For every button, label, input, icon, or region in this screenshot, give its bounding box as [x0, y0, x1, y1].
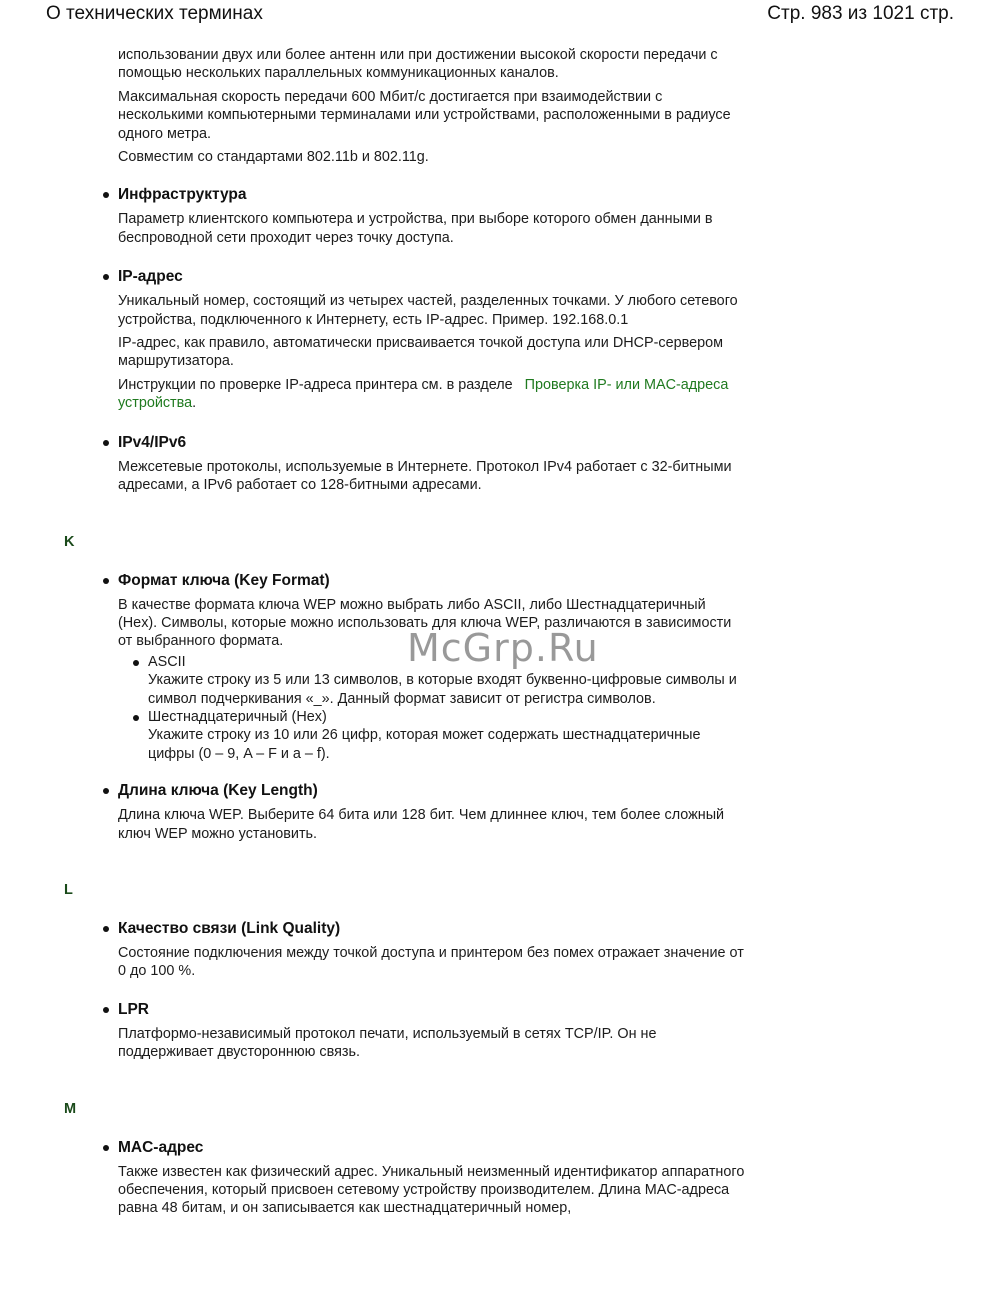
- bullet-icon: [133, 715, 139, 721]
- term-key-format-text: В качестве формата ключа WEP можно выбрать либо ASCII, либо Шестнадцатеричный (Hex). Символы, которые можно использовать для ключа WEP, различаются в зависимости от выбранного формата.: [118, 596, 732, 650]
- term-mac-address-text: Также известен как физический адрес. Уникальный неизменный идентификатор аппаратного обеспечения, который присвоен сетевому устройству производителем. Длина MAC-адреса равна 48 битам, и он записывается как шестнадцатеричный номер,: [118, 1163, 745, 1217]
- option-hex-name: Шестнадцатеричный (Hex): [148, 708, 327, 725]
- term-key-length-text: Длина ключа WEP. Выберите 64 бита или 128 бит. Чем длиннее ключ, тем более сложный ключ WEP можно установить.: [118, 807, 725, 842]
- bullet-icon: [133, 660, 139, 666]
- term-mac-address-title: MAC-адрес: [118, 1138, 1000, 1158]
- term-lpr-title: LPR: [118, 1000, 1000, 1020]
- term-infrastructure-text: Параметр клиентского компьютера и устройства, при выборе которого обмен данными в беспроводной сети проходит через точку доступа.: [118, 211, 713, 246]
- term-key-length-title: Длина ключа (Key Length): [118, 781, 1000, 801]
- check-ip-mac-link[interactable]: Проверка IP- или MAC-адреса устройства: [118, 376, 729, 412]
- page-header: [0, 0, 1000, 30]
- term-lpr-text: Платформо-независимый протокол печати, используемый в сетях TCP/IP. Он не поддерживает двустороннюю связь.: [118, 1025, 657, 1061]
- section-letter-k: K: [64, 533, 75, 550]
- section-letter-l: L: [64, 881, 73, 898]
- option-hex-desc: Укажите строку из 10 или 26 цифр, которая может содержать шестнадцатеричные цифры (0 – 9, A – F и a – f).: [148, 727, 701, 762]
- option-ascii-name: ASCII: [148, 653, 186, 670]
- term-ipv4-ipv6-text: Межсетевые протоколы, используемые в Интернете. Протокол IPv4 работает с 32-битными адресами, а IPv6 работает со 128-битными адресами.: [118, 458, 732, 494]
- ip-instructions-prefix: Инструкции по проверке IP-адреса принтера см. в разделе: [118, 376, 513, 393]
- header-title: О технических терминах: [46, 3, 263, 24]
- term-link-quality-title: Качество связи (Link Quality): [118, 919, 1000, 939]
- term-key-format-title: Формат ключа (Key Format): [118, 571, 1000, 591]
- term-ip-address-text-3: [118, 376, 746, 413]
- key-format-option-hex: [148, 708, 746, 763]
- intro-paragraph-2: Максимальная скорость передачи 600 Мбит/с достигается при взаимодействии с несколькими компьютерными терминалами или устройствами, расположенными в радиусе одного метра.: [118, 88, 731, 142]
- term-link-quality-text: Состояние подключения между точкой доступа и принтером без помех отражает значение от 0 до 100 %.: [118, 944, 744, 980]
- intro-paragraph-1: использовании двух или более антенн или при достижении высокой скорости передачи с помощью нескольких параллельных коммуникационных каналов.: [118, 47, 718, 82]
- ip-instructions-suffix: .: [192, 395, 197, 412]
- page-counter: Стр. 983 из 1021 стр.: [767, 3, 954, 24]
- watermark-logo: McGrp.Ru: [407, 626, 599, 670]
- section-letter-m: M: [64, 1100, 77, 1117]
- intro-paragraph-3: Совместим со стандартами 802.11b и 802.11g.: [118, 149, 429, 166]
- term-ip-address-text-1: Уникальный номер, состоящий из четырех частей, разделенных точками. У любого сетевого устройства, подключенного к Интернету, есть IP-адрес. Пример. 192.168.0.1: [118, 293, 738, 328]
- term-infrastructure-title: Инфраструктура: [118, 185, 1000, 205]
- term-ip-address-title: IP-адрес: [118, 267, 1000, 287]
- term-ipv4-ipv6-title: IPv4/IPv6: [118, 433, 1000, 453]
- term-ip-address-text-2: IP-адрес, как правило, автоматически присваивается точкой доступа или DHCP-сервером маршрутизатора.: [118, 335, 724, 370]
- option-ascii-desc: Укажите строку из 5 или 13 символов, в которые входят буквенно-цифровые символы и символ подчеркивания «_». Данный формат зависит от регистра символов.: [148, 672, 737, 707]
